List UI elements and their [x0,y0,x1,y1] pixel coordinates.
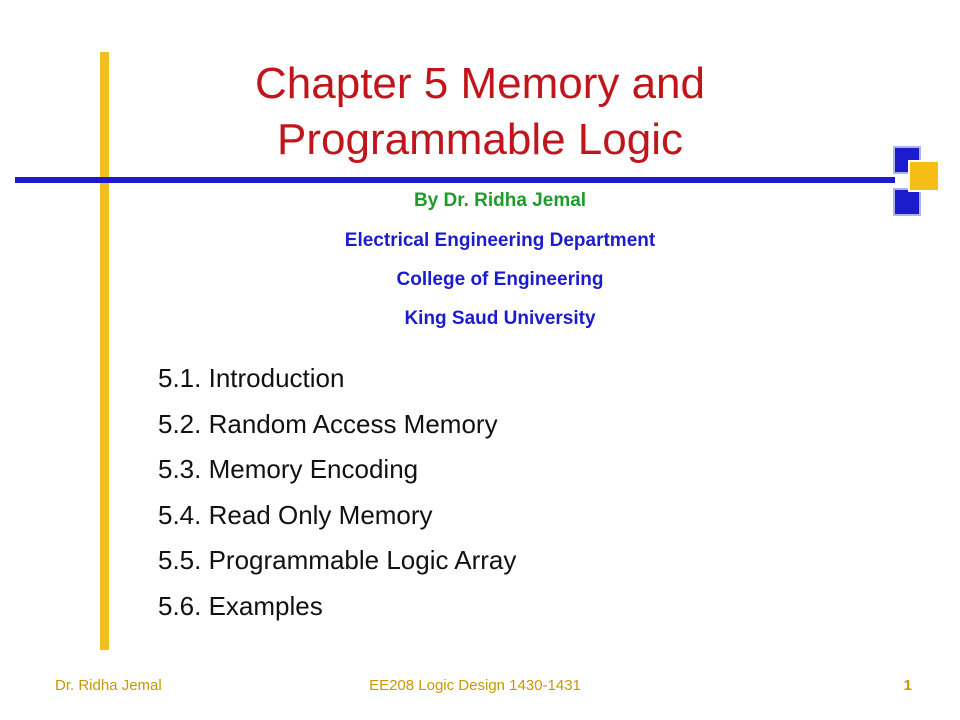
blue-square-decoration-bottom [893,188,921,216]
vertical-accent-bar [100,52,109,650]
toc-item: 5.6. Examples [158,590,323,621]
toc-item: 5.3. Memory Encoding [158,454,419,484]
affiliation-university: King Saud University [404,308,596,329]
toc-item: 5.5. Programmable Logic Array [158,545,517,575]
yellow-square-decoration [908,160,940,192]
author-byline: By Dr. Ridha Jemal [413,190,587,211]
slide-title [180,56,780,168]
toc-item: 5.1. Introduction [158,363,345,393]
footer-page-number: 1 [903,677,912,694]
toc-item: 5.4. Read Only Memory [158,499,433,530]
horizontal-accent-bar [15,177,895,183]
toc-item: 5.2. Random Access Memory [158,408,498,439]
affiliation-college: College of Engineering [396,269,604,290]
table-of-contents [158,356,516,629]
footer-author: Dr. Ridha Jemal [55,677,162,694]
title-line-1: Chapter 5 Memory and [255,59,705,108]
title-line-2: Programmable Logic [277,115,683,164]
affiliation-department: Electrical Engineering Department [344,230,656,251]
footer-course: EE208 Logic Design 1430-1431 [369,677,581,694]
